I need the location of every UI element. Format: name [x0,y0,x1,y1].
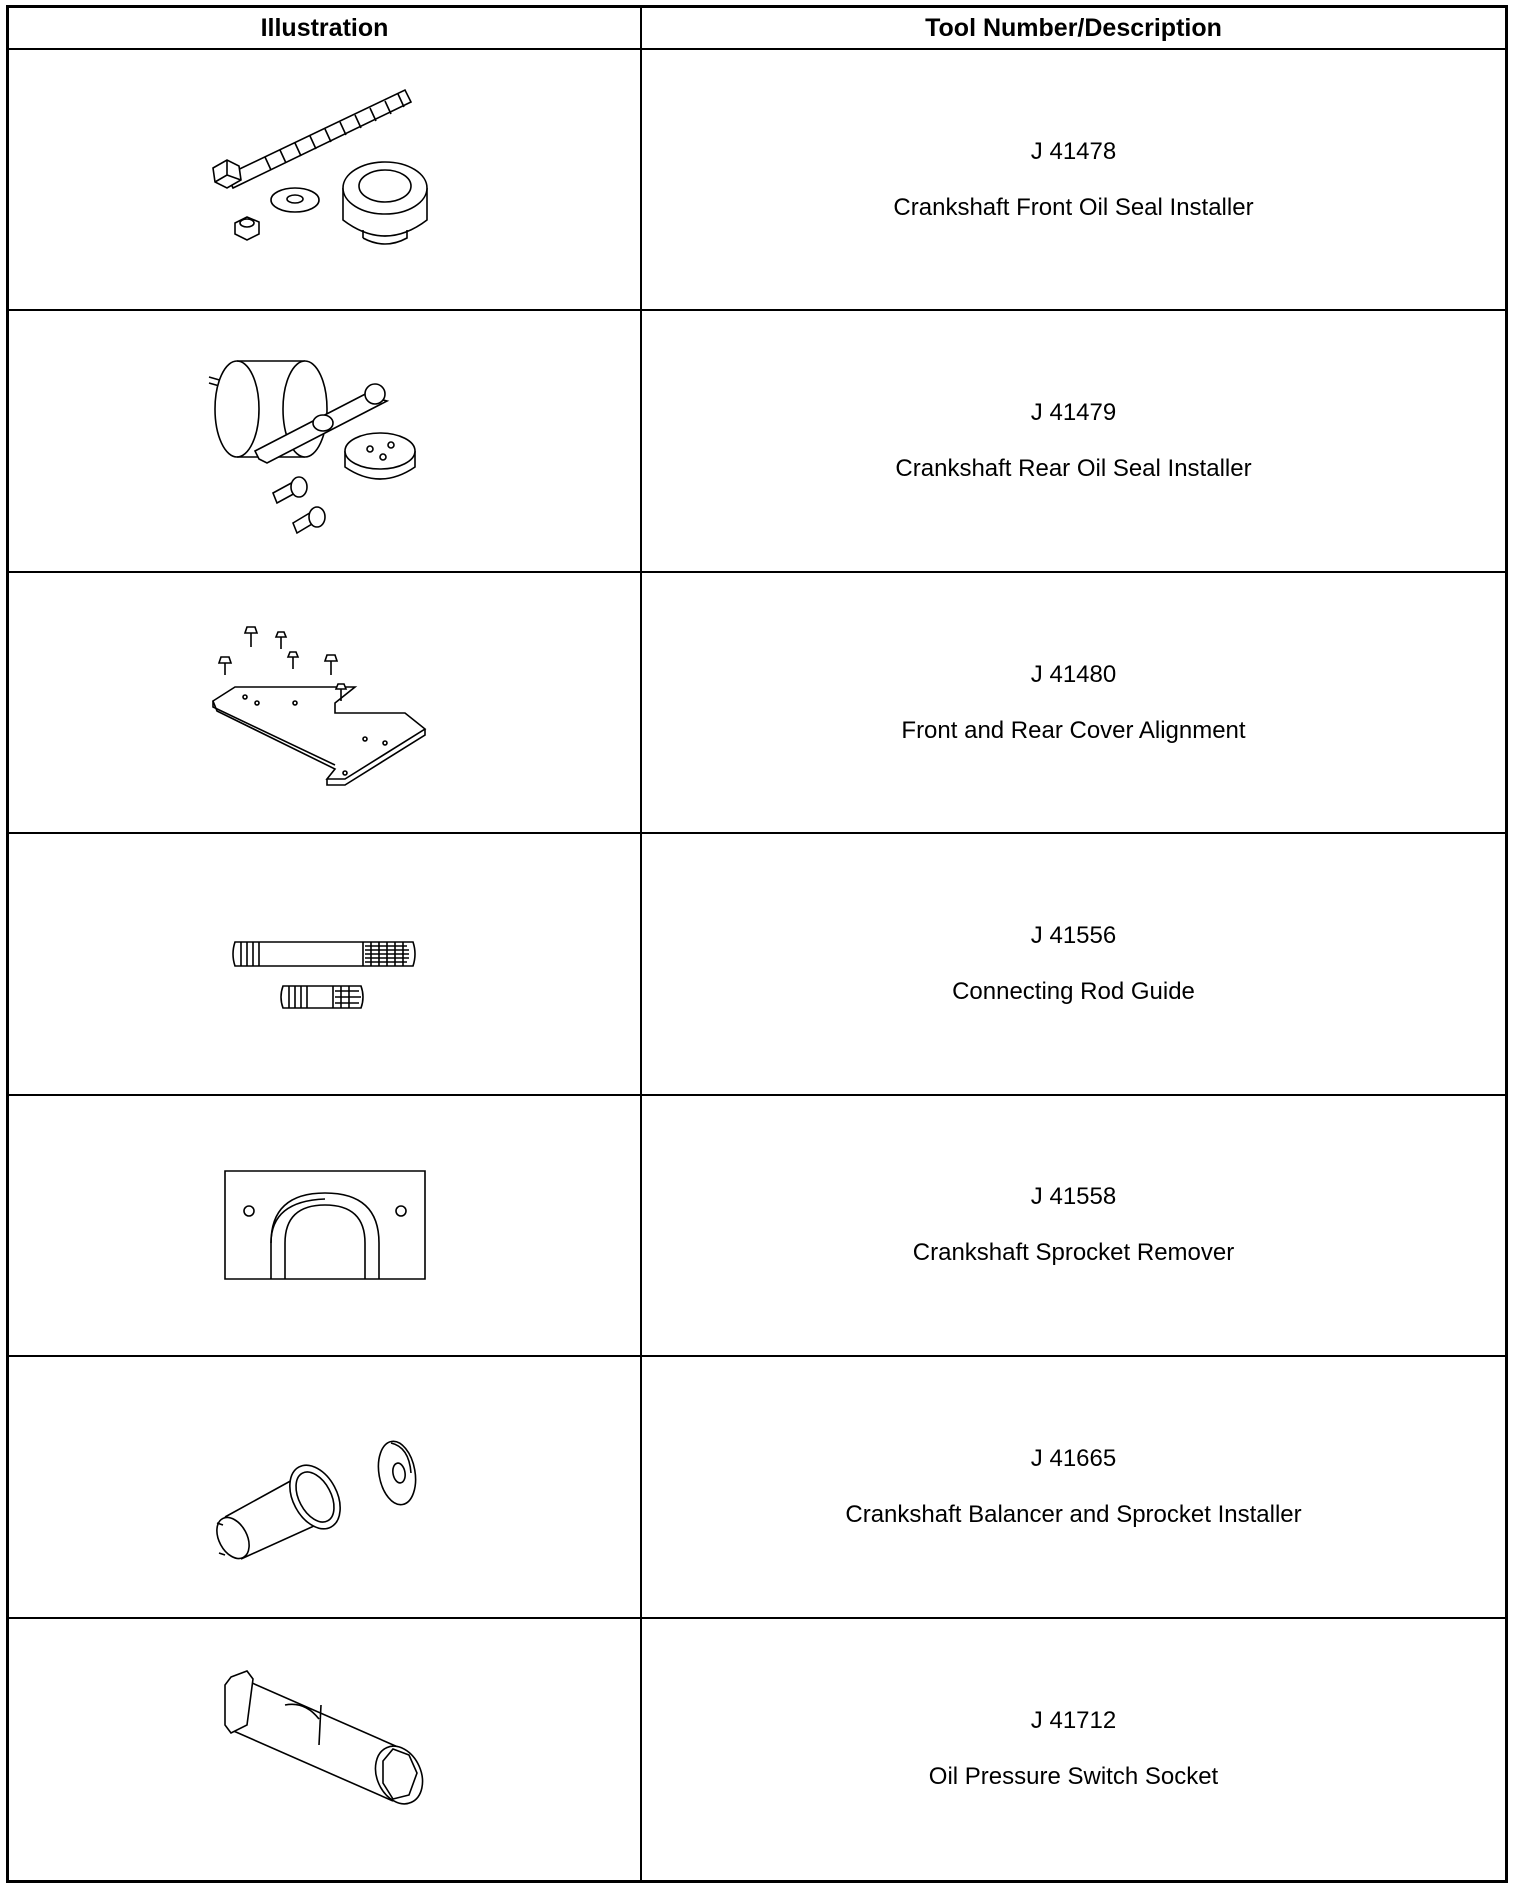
tool-number: J 41558 [1030,1183,1117,1211]
tool-description-cell [642,50,1505,311]
illustration-cell [9,50,642,311]
illustration-cell [9,311,642,572]
tool-description: Crankshaft Sprocket Remover [912,1239,1235,1267]
illustration-cell [9,1619,642,1880]
tool-description: Crankshaft Front Oil Seal Installer [893,193,1254,221]
balancer-installer-icon [195,1387,455,1587]
cover-alignment-plate-icon [195,603,455,803]
illustration-cell [9,1357,642,1618]
tool-description: Oil Pressure Switch Socket [928,1763,1219,1791]
rod-guide-icon [195,864,455,1064]
tool-description-cell [642,834,1505,1095]
tool-number: J 41665 [1030,1444,1117,1472]
tool-number: J 41479 [1030,399,1117,427]
special-tools-table [6,5,1508,1883]
tool-number: J 41556 [1030,921,1117,949]
tool-description-cell [642,573,1505,834]
oil-switch-socket-icon [195,1649,455,1849]
tool-number: J 41712 [1030,1707,1117,1735]
tool-description-cell [642,1619,1505,1880]
illustration-cell [9,573,642,834]
illustration-cell [9,1096,642,1357]
sprocket-remover-icon [195,1125,455,1325]
illustration-cell [9,834,642,1095]
tool-number: J 41480 [1030,660,1117,688]
tool-description: Crankshaft Rear Oil Seal Installer [895,455,1252,483]
rear-seal-installer-icon [195,341,455,541]
tool-description: Front and Rear Cover Alignment [901,716,1246,744]
tool-description-cell [642,1096,1505,1357]
header-tool-description: Tool Number/Description [642,8,1505,50]
tool-number: J 41478 [1030,137,1117,165]
seal-installer-kit-icon [195,80,455,280]
header-illustration: Illustration [9,8,642,50]
tool-description: Crankshaft Balancer and Sprocket Installer [845,1500,1302,1528]
tool-description: Connecting Rod Guide [952,977,1195,1005]
tool-description-cell [642,1357,1505,1618]
tool-description-cell [642,311,1505,572]
